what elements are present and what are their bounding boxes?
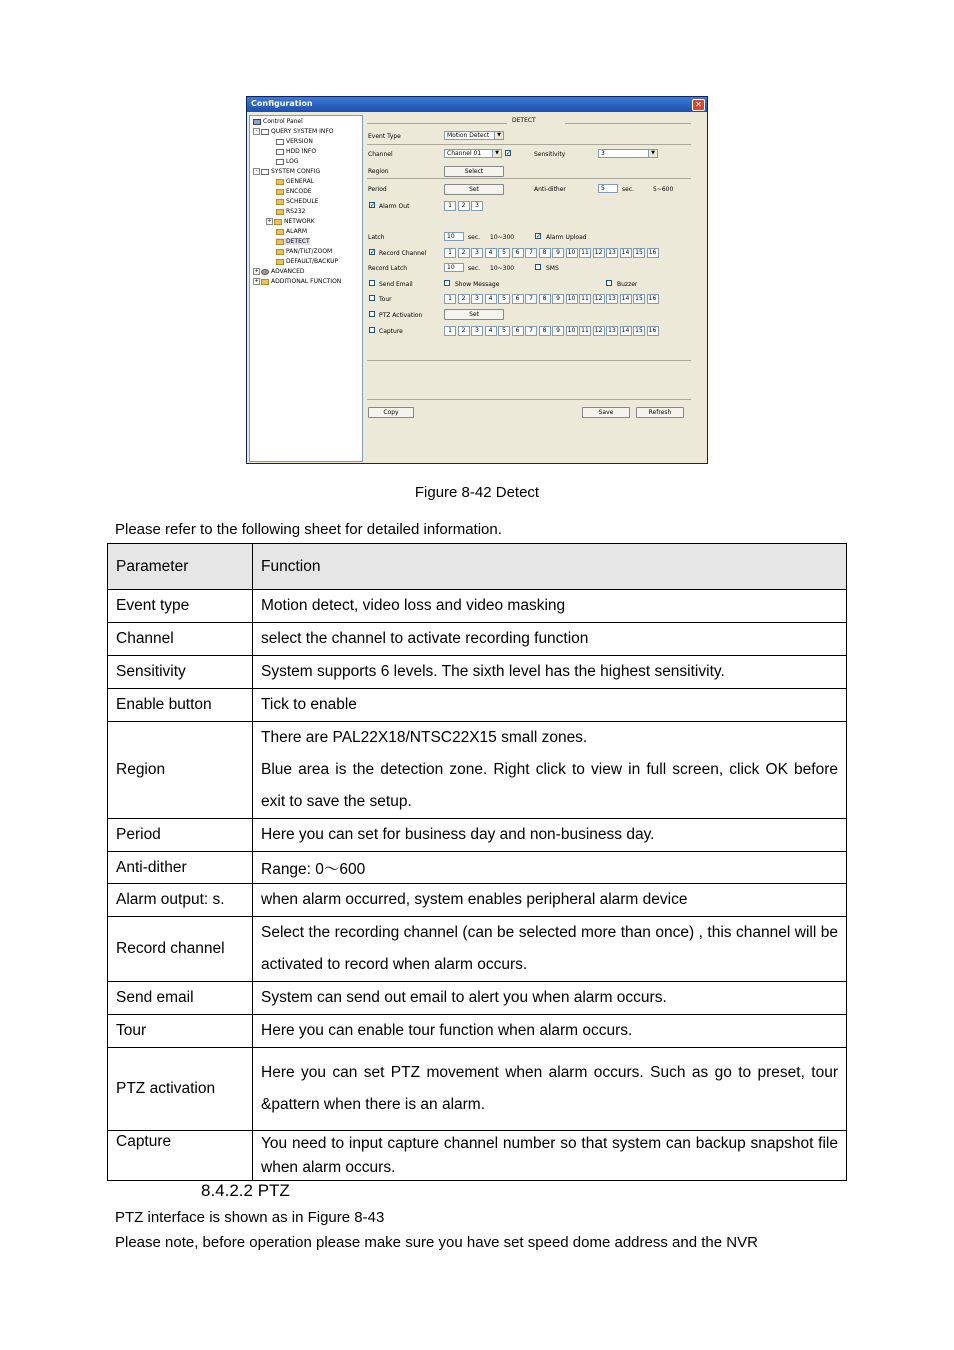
alarm-out-channel[interactable]: 2	[458, 201, 470, 211]
tree-item-hdd-info[interactable]: HDD INFO	[276, 148, 316, 155]
capture-channel[interactable]: 12	[593, 326, 605, 336]
record-channel[interactable]: 1	[444, 248, 456, 258]
ptz-activation-checkbox[interactable]	[369, 311, 375, 317]
tour-channel-cells	[444, 294, 660, 304]
record-channel[interactable]: 6	[512, 248, 524, 258]
send-email-label: Send Email	[379, 281, 413, 288]
tour-channel[interactable]: 3	[471, 294, 483, 304]
tree-item-query-system-info[interactable]: - QUERY SYSTEM INFO	[253, 128, 334, 135]
capture-channel[interactable]: 10	[566, 326, 578, 336]
region-line-2: Blue area is the detection zone. Right click to view in full screen, click OK before exit to save the setup.	[261, 761, 838, 810]
alarm-out-channels	[444, 201, 485, 211]
divider	[367, 144, 691, 145]
table-row	[108, 1131, 847, 1181]
latch-range: 10~300	[490, 234, 515, 241]
record-channel[interactable]: 16	[647, 248, 659, 258]
ptz-set-button[interactable]: Set	[444, 309, 504, 320]
folder-icon	[261, 279, 269, 285]
latch-label: Latch	[368, 234, 385, 241]
row-function: Here you can enable tour function when alarm occurs.	[253, 1015, 847, 1048]
tree-item-alarm[interactable]: ALARM	[276, 228, 307, 235]
row-function: Here you can set for business day and non-business day.	[253, 819, 847, 852]
table-row	[108, 722, 847, 819]
capture-channel[interactable]: 4	[485, 326, 497, 336]
send-email-checkbox[interactable]	[369, 280, 375, 286]
panel-title: DETECT	[512, 117, 536, 124]
tour-channel[interactable]: 1	[444, 294, 456, 304]
channel-label: Channel	[368, 151, 393, 158]
row-function: Tick to enable	[253, 689, 847, 722]
period-label: Period	[368, 186, 387, 193]
row-function: Here you can set PTZ movement when alarm occurs. Such as go to preset, tour &pattern when there is an alarm.	[253, 1048, 847, 1131]
alarm-out-label: Alarm Out	[379, 203, 410, 210]
anti-dither-range: 5~600	[653, 186, 674, 193]
tour-channel[interactable]: 7	[525, 294, 537, 304]
tree-item-network[interactable]: + NETWORK	[267, 218, 315, 225]
record-channel[interactable]: 8	[539, 248, 551, 258]
row-param: Sensitivity	[108, 656, 253, 689]
row-param: Anti-dither	[108, 852, 253, 884]
capture-channel[interactable]: 5	[498, 326, 510, 336]
tour-channel[interactable]: 13	[606, 294, 618, 304]
gear-icon	[261, 269, 269, 275]
record-channel[interactable]: 13	[606, 248, 618, 258]
table-row	[108, 590, 847, 623]
capture-channel[interactable]: 13	[606, 326, 618, 336]
capture-channel[interactable]: 15	[633, 326, 645, 336]
record-channel[interactable]: 2	[458, 248, 470, 258]
tree-item-log[interactable]: LOG	[276, 158, 299, 165]
capture-label: Capture	[379, 328, 403, 335]
table-header	[108, 544, 847, 590]
alarm-out-channel[interactable]: 1	[444, 201, 456, 211]
show-message-checkbox[interactable]	[444, 280, 450, 286]
table-row	[108, 917, 847, 982]
record-latch-range: 10~300	[490, 265, 515, 272]
row-function	[253, 722, 847, 819]
row-param: Capture	[108, 1131, 253, 1181]
anti-dither-unit: sec.	[622, 186, 635, 193]
close-icon[interactable]: ✕	[692, 99, 705, 111]
row-param: Tour	[108, 1015, 253, 1048]
select-region-button[interactable]: Select	[444, 166, 504, 177]
header-function: Function	[253, 544, 847, 590]
record-channel[interactable]: 12	[593, 248, 605, 258]
expand-icon[interactable]: +	[254, 278, 259, 284]
latch-input[interactable]: 10	[444, 232, 464, 241]
folder-icon	[276, 179, 284, 185]
table-row	[108, 884, 847, 917]
doc-icon	[261, 169, 269, 175]
tree-item-advanced[interactable]: + ADVANCED	[254, 268, 305, 275]
table-row	[108, 819, 847, 852]
tour-channel[interactable]: 6	[512, 294, 524, 304]
sensitivity-label: Sensitivity	[534, 151, 566, 158]
ptz-activation-label: PTZ Activation	[379, 312, 423, 319]
header-parameter: Parameter	[108, 544, 253, 590]
folder-icon	[276, 259, 284, 265]
tree-item-default-backup[interactable]: DEFAULT/BACKUP	[276, 258, 338, 265]
capture-channel[interactable]: 8	[539, 326, 551, 336]
row-param: Enable button	[108, 689, 253, 722]
alarm-upload-checkbox[interactable]: ✓	[536, 233, 542, 240]
capture-channel[interactable]: 6	[512, 326, 524, 336]
record-channel[interactable]: 11	[579, 248, 591, 258]
tour-channel[interactable]: 12	[593, 294, 605, 304]
period-set-button[interactable]: Set	[444, 184, 504, 195]
chevron-down-icon: ▼	[492, 150, 501, 157]
show-message-label: Show Message	[455, 281, 500, 288]
tree-item-additional-function[interactable]: + ADDITIONAL FUNCTION	[254, 278, 342, 285]
pc-icon	[253, 119, 261, 125]
save-button[interactable]: Save	[582, 407, 630, 418]
divider	[367, 360, 691, 361]
record-channel[interactable]: 5	[498, 248, 510, 258]
latch-unit: sec.	[468, 234, 481, 241]
row-param: Alarm output: s.	[108, 884, 253, 917]
tour-channel[interactable]: 8	[539, 294, 551, 304]
row-param: Event type	[108, 590, 253, 623]
record-channel-cells	[444, 248, 660, 258]
tour-label: Tour	[379, 296, 392, 303]
detect-panel	[365, 115, 707, 462]
collapse-icon[interactable]: -	[253, 128, 260, 135]
doc-icon	[261, 129, 269, 135]
buzzer-checkbox[interactable]	[606, 280, 612, 286]
folder-icon	[276, 189, 284, 195]
row-param: Period	[108, 819, 253, 852]
refresh-button[interactable]: Refresh	[636, 407, 684, 418]
tree-item-general[interactable]: GENERAL	[276, 178, 314, 185]
row-function: System supports 6 levels. The sixth level has the highest sensitivity.	[253, 656, 847, 689]
expand-icon[interactable]: +	[254, 268, 259, 274]
event-type-select[interactable]: Motion Detect ▼	[444, 131, 504, 140]
title-bar	[247, 97, 707, 112]
capture-channel[interactable]: 11	[579, 326, 591, 336]
folder-icon	[276, 249, 284, 255]
capture-channel[interactable]: 2	[458, 326, 470, 336]
copy-button[interactable]: Copy	[368, 407, 414, 418]
doc-icon	[276, 139, 284, 145]
record-latch-unit: sec.	[468, 265, 481, 272]
folder-icon	[276, 199, 284, 205]
divider	[367, 123, 507, 124]
table-row	[108, 1015, 847, 1048]
record-channel[interactable]: 3	[471, 248, 483, 258]
tree-item-detect[interactable]: DETECT	[276, 238, 310, 245]
tour-channel[interactable]: 11	[579, 294, 591, 304]
divider	[367, 399, 691, 400]
sms-checkbox[interactable]	[535, 264, 541, 270]
record-channel[interactable]: 9	[552, 248, 564, 258]
capture-channel[interactable]: 3	[471, 326, 483, 336]
tour-checkbox[interactable]	[369, 295, 375, 301]
capture-channel[interactable]: 9	[552, 326, 564, 336]
row-function: System can send out email to alert you when alarm occurs.	[253, 982, 847, 1015]
section-heading: 8.4.2.2 PTZ	[201, 1181, 290, 1200]
tour-channel[interactable]: 10	[566, 294, 578, 304]
tree-item-schedule[interactable]: SCHEDULE	[276, 198, 318, 205]
row-param: Region	[108, 722, 253, 819]
channel-enable-checkbox[interactable]: ✓	[506, 150, 512, 157]
tree-item-encode[interactable]: ENCODE	[276, 188, 312, 195]
expand-icon[interactable]: +	[267, 218, 272, 224]
tour-channel[interactable]: 2	[458, 294, 470, 304]
anti-dither-label: Anti-dither	[534, 186, 566, 193]
tree-item-rs232[interactable]: RS232	[276, 208, 305, 215]
tour-channel[interactable]: 9	[552, 294, 564, 304]
doc-icon	[276, 149, 284, 155]
event-type-label: Event Type	[368, 133, 401, 140]
record-channel-checkbox[interactable]: ✓	[370, 249, 376, 256]
body-line-2: Please note, before operation please make sure you have set speed dome address and the NVR	[115, 1234, 758, 1251]
collapse-icon[interactable]: -	[253, 168, 260, 175]
tour-channel[interactable]: 5	[498, 294, 510, 304]
capture-checkbox[interactable]	[369, 327, 375, 333]
folder-icon	[276, 209, 284, 215]
row-param: Channel	[108, 623, 253, 656]
record-latch-input[interactable]: 10	[444, 263, 464, 272]
row-param: PTZ activation	[108, 1048, 253, 1131]
record-channel[interactable]: 15	[633, 248, 645, 258]
record-channel[interactable]: 14	[620, 248, 632, 258]
capture-channel[interactable]: 7	[525, 326, 537, 336]
row-function: Select the recording channel (can be selected more than once) , this channel will be activated to record when alarm occurs.	[253, 917, 847, 982]
sms-label: SMS	[546, 265, 559, 272]
capture-channel[interactable]: 14	[620, 326, 632, 336]
row-function: select the channel to activate recording function	[253, 623, 847, 656]
config-tree	[249, 115, 363, 462]
tour-channel[interactable]: 15	[633, 294, 645, 304]
capture-channel-cells	[444, 326, 660, 336]
capture-channel[interactable]: 16	[647, 326, 659, 336]
tour-channel[interactable]: 16	[647, 294, 659, 304]
configuration-window	[246, 96, 708, 464]
table-row	[108, 689, 847, 722]
folder-icon	[274, 219, 282, 225]
table-row	[108, 656, 847, 689]
channel-select[interactable]: Channel 01 ▼	[444, 149, 502, 158]
record-channel[interactable]: 4	[485, 248, 497, 258]
row-param: Record channel	[108, 917, 253, 982]
alarm-upload-label: Alarm Upload	[546, 234, 587, 241]
body-line-1: PTZ interface is shown as in Figure 8-43	[115, 1209, 385, 1226]
doc-icon	[276, 159, 284, 165]
folder-icon	[276, 239, 284, 245]
record-latch-label: Record Latch	[368, 265, 408, 272]
parameter-table	[107, 543, 847, 1181]
record-channel[interactable]: 7	[525, 248, 537, 258]
record-channel-label: Record Channel	[379, 250, 427, 257]
buzzer-label: Buzzer	[617, 281, 638, 288]
chevron-down-icon: ▼	[494, 132, 503, 139]
alarm-out-channel[interactable]: 3	[471, 201, 483, 211]
tour-channel[interactable]: 14	[620, 294, 632, 304]
tree-item-system-config[interactable]: - SYSTEM CONFIG	[253, 168, 320, 175]
capture-channel[interactable]: 1	[444, 326, 456, 336]
row-function: Range: 0～600	[253, 852, 847, 884]
table-row	[108, 852, 847, 884]
tour-channel[interactable]: 4	[485, 294, 497, 304]
folder-icon	[276, 229, 284, 235]
divider	[367, 178, 691, 179]
intro-text: Please refer to the following sheet for detailed information.	[115, 521, 502, 538]
table-row	[108, 1048, 847, 1131]
region-label: Region	[368, 168, 389, 175]
sensitivity-select[interactable]: 3 ▼	[598, 149, 658, 158]
chevron-down-icon: ▼	[648, 150, 657, 157]
figure-caption: Figure 8-42 Detect	[414, 484, 540, 501]
region-line-1: There are PAL22X18/NTSC22X15 small zones.	[261, 729, 588, 746]
row-param: Send email	[108, 982, 253, 1015]
record-channel[interactable]: 10	[566, 248, 578, 258]
table-row	[108, 982, 847, 1015]
alarm-out-checkbox[interactable]: ✓	[370, 202, 376, 209]
table-row	[108, 623, 847, 656]
window-title: Configuration	[251, 99, 313, 108]
anti-dither-input[interactable]: 5	[598, 184, 618, 193]
row-function: Motion detect, video loss and video masking	[253, 590, 847, 623]
tree-item-control-panel[interactable]: Control Panel	[253, 118, 303, 125]
divider	[565, 123, 691, 124]
tree-item-version[interactable]: VERSION	[276, 138, 313, 145]
row-function: when alarm occurred, system enables peripheral alarm device	[253, 884, 847, 917]
row-function: You need to input capture channel number so that system can backup snapshot file when alarm occurs.	[253, 1131, 847, 1181]
tree-item-pan-tilt-zoom[interactable]: PAN/TILT/ZOOM	[276, 248, 332, 255]
